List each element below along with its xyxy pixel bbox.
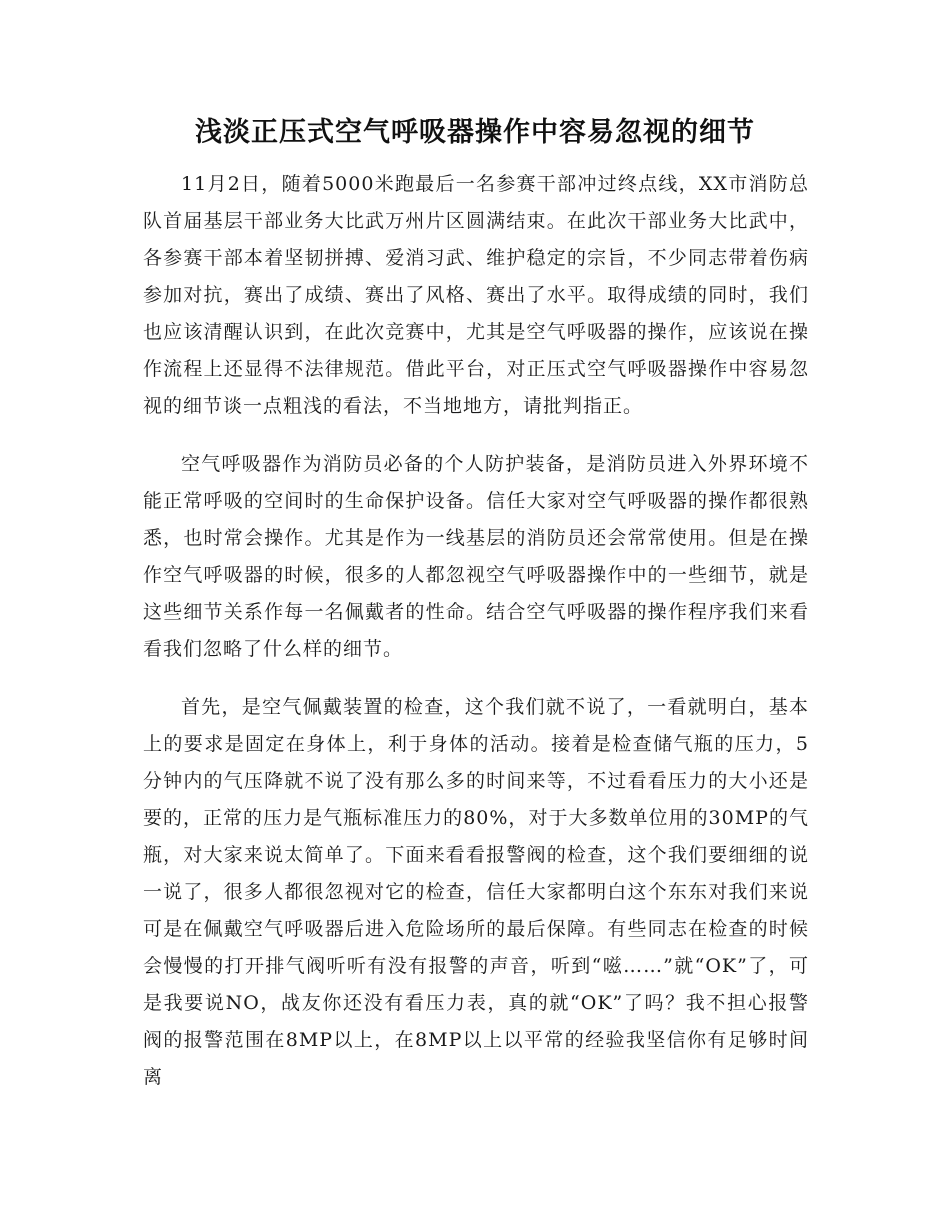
document-body: [143, 166, 809, 1117]
document-title: 浅淡正压式空气呼吸器操作中容易忽视的细节: [195, 117, 755, 148]
paragraph-1: 11月2日，随着5000米跑最后一名参赛干部冲过终点线，XX市消防总队首届基层干部业务大比武万州片区圆满结束。在此次干部业务大比武中，各参赛干部本着坚韧拼搏、爱消习武、维护稳定的宗旨，不少同志带着伤病参加对抗，赛出了成绩、赛出了风格、赛出了水平。取得成绩的同时，我们也应该清醒认识到，在此次竞赛中，尤其是空气呼吸器的操作，应该说在操作流程上还显得不法律规范。借此平台，对正压式空气呼吸器操作中容易忽视的细节谈一点粗浅的看法，不当地地方，请批判指正。: [143, 173, 809, 417]
paragraph-2: 空气呼吸器作为消防员必备的个人防护装备，是消防员进入外界环境不能正常呼吸的空间时的生命保护设备。信任大家对空气呼吸器的操作都很熟悉，也时常会操作。尤其是作为一线基层的消防员还会常常使用。但是在操作空气呼吸器的时候，很多的人都忽视空气呼吸器操作中的一些细节，就是这些细节关系作每一名佩戴者的性命。结合空气呼吸器的操作程序我们来看看我们忽略了什么样的细节。: [143, 453, 809, 660]
paragraph-3: 首先，是空气佩戴装置的检查，这个我们就不说了，一看就明白，基本上的要求是固定在身体上，利于身体的活动。接着是检查储气瓶的压力，5分钟内的气压降就不说了没有那么多的时间来等，不过看看压力的大小还是要的，正常的压力是气瓶标准压力的80%，对于大多数单位用的30MP的气瓶，对大家来说太简单了。下面来看看报警阀的检查，这个我们要细细的说一说了，很多人都很忽视对它的检查，信任大家都明白这个东东对我们来说可是在佩戴空气呼吸器后进入危险场所的最后保障。有些同志在检查的时候会慢慢的打开排气阀听听有没有报警的声音，听到“嗞……”就“OK”了，可是我要说NO，战友你还没有看压力表，真的就“OK”了吗？我不担心报警阀的报警范围在8MP以上，在8MP以上以平常的经验我坚信你有足够时间离: [143, 696, 809, 1088]
